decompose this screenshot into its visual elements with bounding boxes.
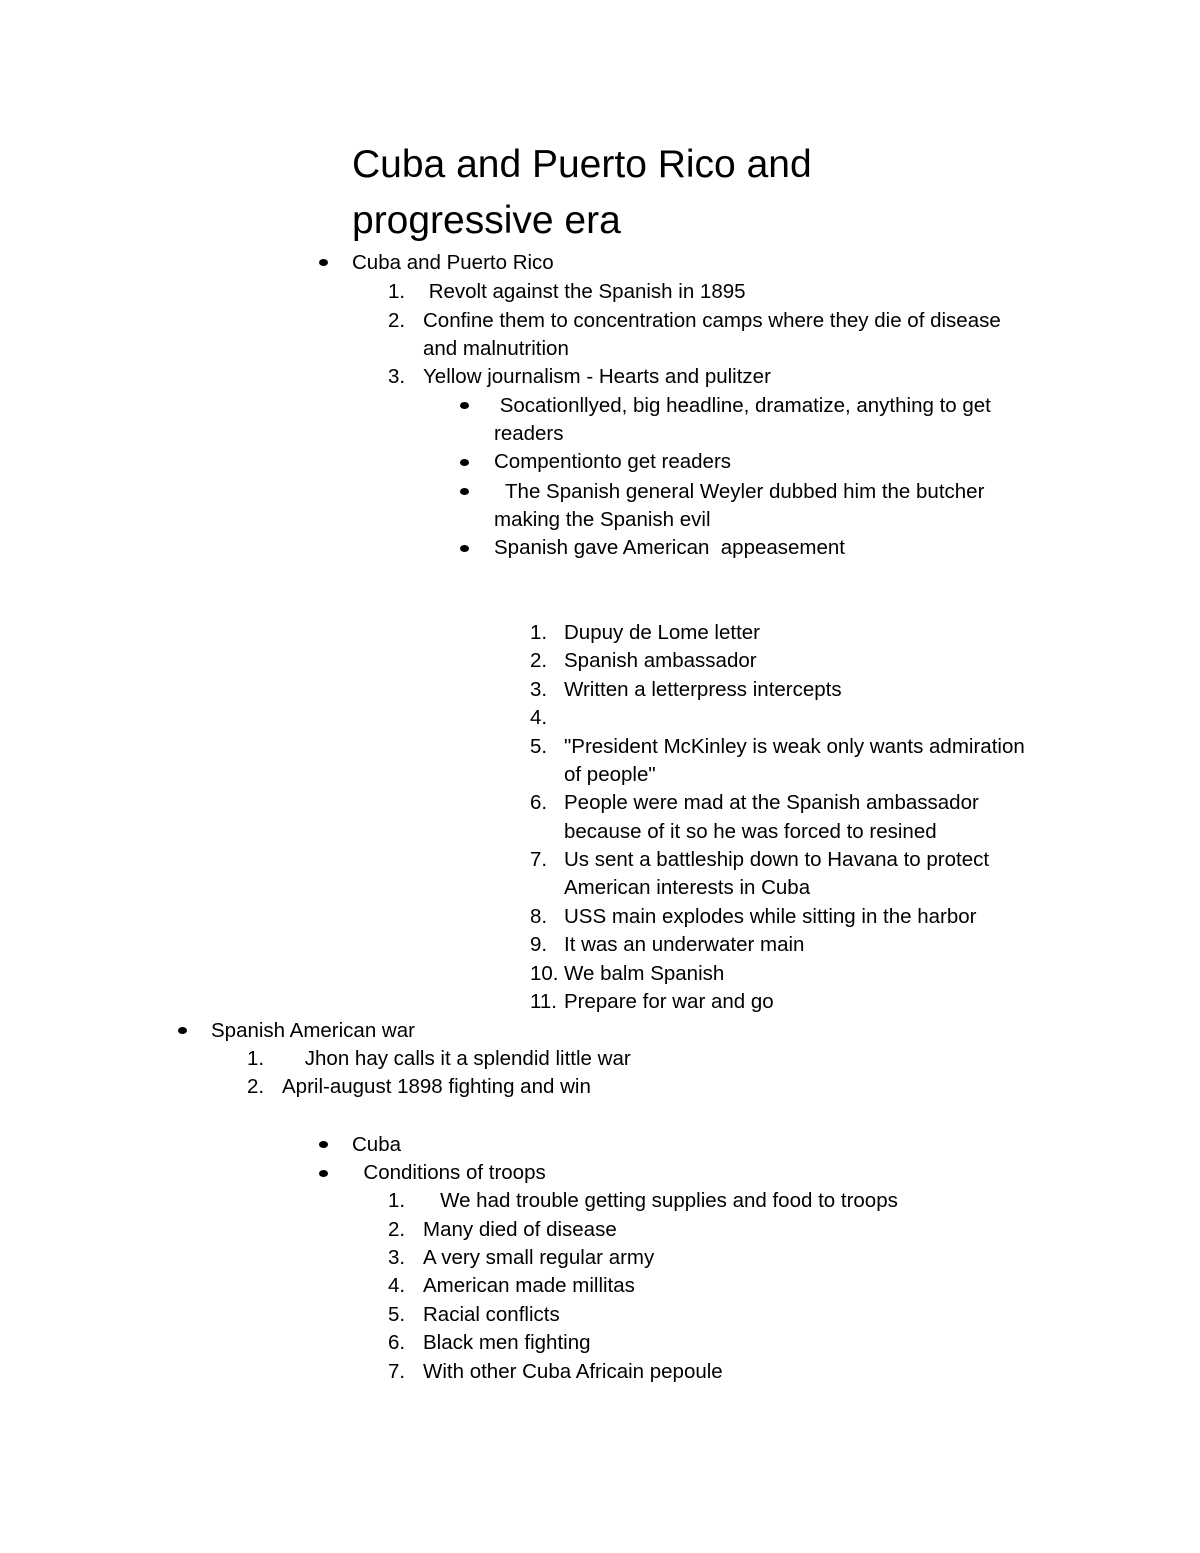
list-item: USS main explodes while sitting in the harbor xyxy=(564,905,977,928)
list-item: Confine them to concentration camps where they die of disease xyxy=(423,309,1001,332)
list-item: Conditions of troops xyxy=(352,1161,546,1184)
list-number: 1. xyxy=(530,621,548,644)
list-item: Compentionto get readers xyxy=(494,450,732,473)
list-number: 6. xyxy=(388,1331,406,1354)
list-number: 6. xyxy=(530,791,548,814)
page-title-line-1: Cuba and Puerto Rico and xyxy=(352,143,812,186)
list-item-continuation: of people" xyxy=(564,763,656,786)
bullet-icon xyxy=(319,1170,328,1177)
list-item: American made millitas xyxy=(423,1274,635,1297)
list-number: 1. xyxy=(247,1047,265,1070)
list-number: 3. xyxy=(388,1246,406,1269)
list-item: We had trouble getting supplies and food to troops xyxy=(423,1189,898,1212)
list-number: 8. xyxy=(530,905,548,928)
list-number: 4. xyxy=(530,706,548,729)
list-item: April-august 1898 fighting and win xyxy=(282,1075,591,1098)
list-number: 5. xyxy=(388,1303,406,1326)
bullet-icon xyxy=(319,1141,328,1148)
bullet-icon xyxy=(178,1027,187,1034)
list-number: 7. xyxy=(530,848,548,871)
list-number: 1. xyxy=(388,280,406,303)
page-title-line-2: progressive era xyxy=(352,199,621,242)
bullet-icon xyxy=(319,259,328,266)
list-item: Spanish ambassador xyxy=(564,649,757,672)
list-item: Written a letterpress intercepts xyxy=(564,678,842,701)
list-item: Yellow journalism - Hearts and pulitzer xyxy=(423,365,771,388)
list-item-continuation: making the Spanish evil xyxy=(494,508,711,531)
list-number: 11. xyxy=(530,990,557,1013)
list-item: With other Cuba Africain pepoule xyxy=(423,1360,723,1383)
list-number: 2. xyxy=(388,309,406,332)
section-heading-cuba-puerto-rico: Cuba and Puerto Rico xyxy=(352,251,554,274)
bullet-icon xyxy=(460,545,469,552)
list-number: 2. xyxy=(388,1218,406,1241)
list-number: 2. xyxy=(247,1075,265,1098)
list-item: Jhon hay calls it a splendid little war xyxy=(282,1047,631,1070)
list-item: Cuba xyxy=(352,1133,402,1156)
list-item-continuation: readers xyxy=(494,422,564,445)
bullet-icon xyxy=(460,459,469,466)
list-item: Racial conflicts xyxy=(423,1303,560,1326)
list-item: The Spanish general Weyler dubbed him the butcher xyxy=(494,480,985,503)
list-number: 5. xyxy=(530,735,548,758)
list-number: 1. xyxy=(388,1189,406,1212)
list-item: People were mad at the Spanish ambassador xyxy=(564,791,979,814)
list-number: 4. xyxy=(388,1274,406,1297)
list-number: 7. xyxy=(388,1360,406,1383)
list-item-continuation: American interests in Cuba xyxy=(564,876,811,899)
list-number: 9. xyxy=(530,933,548,956)
list-item: Many died of disease xyxy=(423,1218,617,1241)
list-item: We balm Spanish xyxy=(564,962,725,985)
list-number: 10. xyxy=(530,962,559,985)
list-item: Black men fighting xyxy=(423,1331,591,1354)
list-item: It was an underwater main xyxy=(564,933,805,956)
section-heading-spanish-american-war: Spanish American war xyxy=(211,1019,415,1042)
list-item: A very small regular army xyxy=(423,1246,655,1269)
list-item: Dupuy de Lome letter xyxy=(564,621,761,644)
bullet-icon xyxy=(460,402,469,409)
bullet-icon xyxy=(460,488,469,495)
list-number: 3. xyxy=(388,365,406,388)
list-item: Us sent a battleship down to Havana to protect xyxy=(564,848,990,871)
list-number: 2. xyxy=(530,649,548,672)
list-item: Prepare for war and go xyxy=(564,990,774,1013)
list-item: Socationllyed, big headline, dramatize, anything to get xyxy=(494,394,991,417)
list-item-continuation: and malnutrition xyxy=(423,337,569,360)
list-item: Revolt against the Spanish in 1895 xyxy=(423,280,746,303)
list-number: 3. xyxy=(530,678,548,701)
list-item: Spanish gave American appeasement xyxy=(494,536,846,559)
list-item-continuation: because of it so he was forced to resined xyxy=(564,820,937,843)
list-item: "President McKinley is weak only wants admiration xyxy=(564,735,1025,758)
